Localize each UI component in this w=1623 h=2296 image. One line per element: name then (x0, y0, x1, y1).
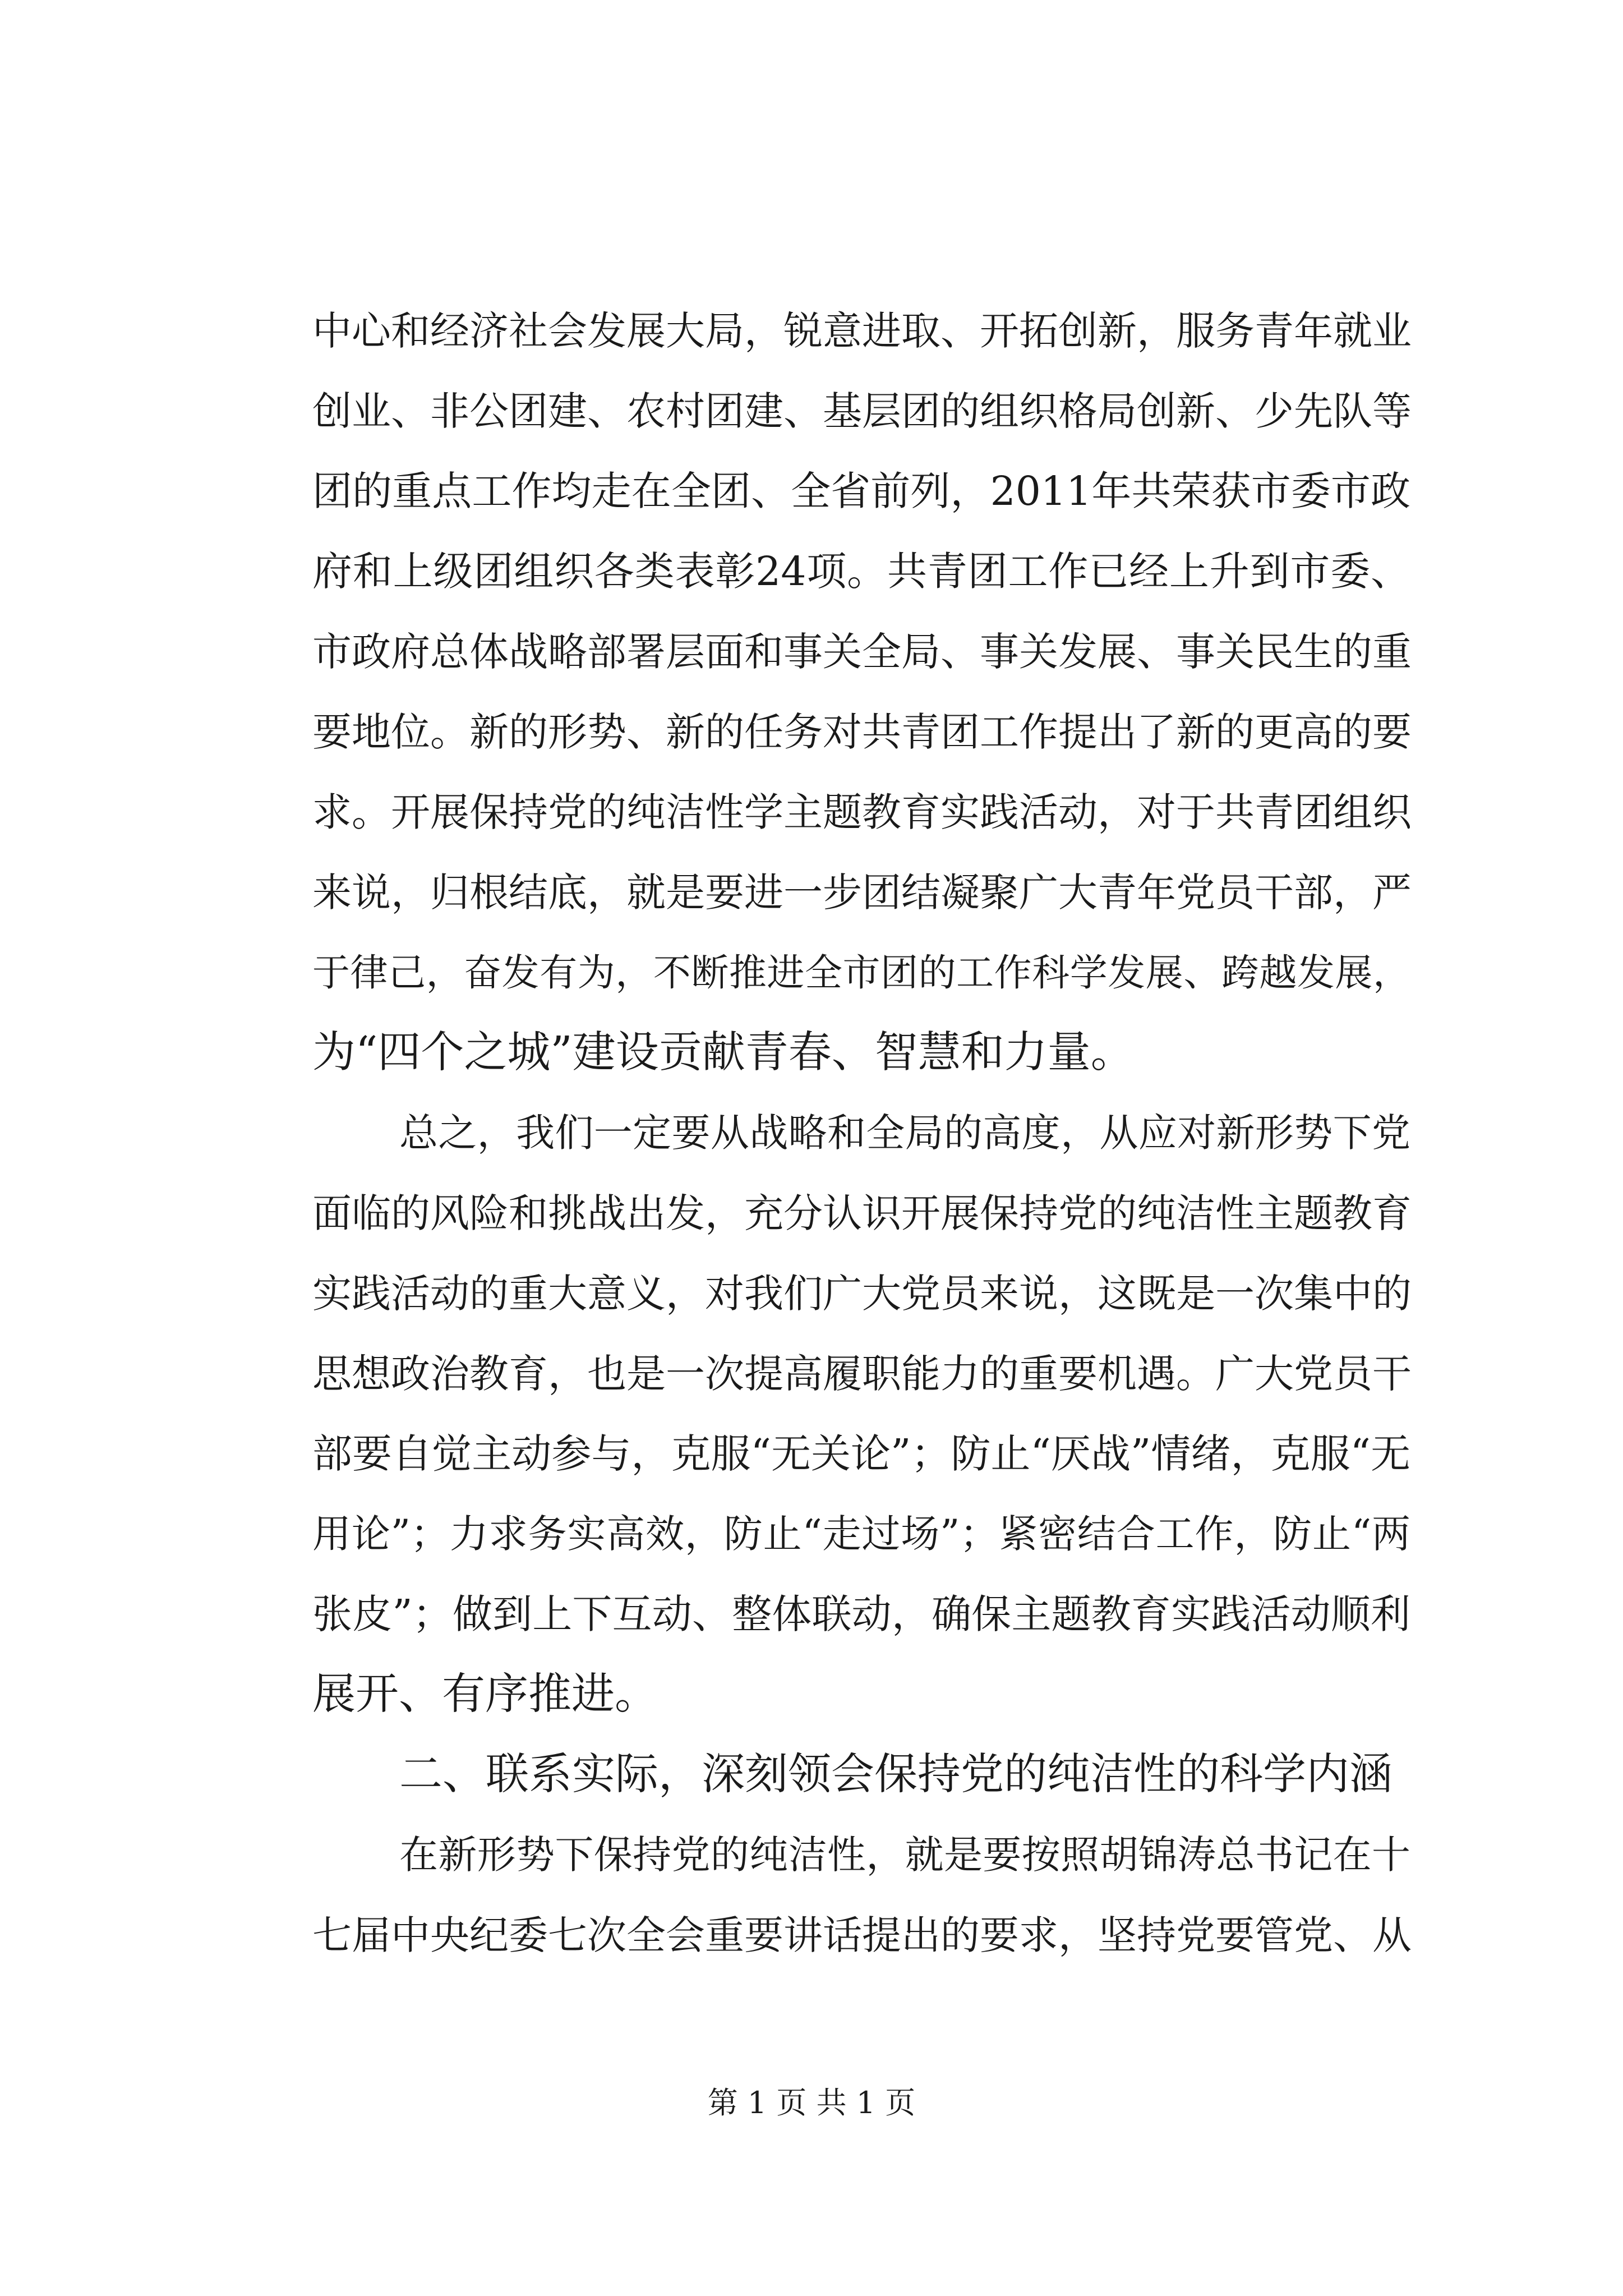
text-line: 要地位。新的形势、新的任务对共青团工作提出了新的更高的要 (312, 709, 1412, 755)
text-line: 团的重点工作均走在全团、全省前列，2011年共荣获市委市政 (312, 468, 1410, 514)
page-footer: 第 1 页 共 1 页 (707, 2085, 916, 2120)
text-line: 面临的风险和挑战出发，充分认识开展保持党的纯洁性主题教育 (312, 1190, 1412, 1236)
text-line: 来说，归根结底，就是要进一步团结凝聚广大青年党员干部，严 (312, 869, 1412, 915)
text-line: 展开、有序推进。 (312, 1669, 658, 1719)
text-line: 部要自觉主动参与，克服“无关论”；防止“厌战”情绪，克服“无 (312, 1430, 1410, 1477)
text-line: 中心和经济社会发展大局，锐意进取、开拓创新，服务青年就业 (312, 308, 1412, 354)
text-line: 于律己，奋发有为，不断推进全市团的工作科学发展、跨越发展， (312, 951, 1410, 995)
text-line: 为“四个之城”建设贡献青春、智慧和力量。 (312, 1028, 1134, 1078)
text-line: 在新形势下保持党的纯洁性，就是要按照胡锦涛总书记在十 (399, 1833, 1410, 1878)
text-line: 思想政治教育，也是一次提高履职能力的重要机遇。广大党员干 (312, 1351, 1412, 1397)
text-line: 用论”；力求务实高效，防止“走过场”；紧密结合工作，防止“两 (312, 1512, 1410, 1557)
text-line: 实践活动的重大意义，对我们广大党员来说，这既是一次集中的 (312, 1271, 1412, 1317)
text-line: 求。开展保持党的纯洁性学主题教育实践活动，对于共青团组织 (312, 789, 1412, 835)
text-line: 总之，我们一定要从战略和全局的高度，从应对新形势下党 (399, 1111, 1410, 1156)
text-line: 市政府总体战略部署层面和事关全局、事关发展、事关民生的重 (312, 629, 1412, 675)
text-line: 张皮”；做到上下互动、整体联动，确保主题教育实践活动顺利 (312, 1591, 1410, 1637)
section-heading: 二、联系实际，深刻领会保持党的纯洁性的科学内涵 (399, 1750, 1393, 1800)
text-line: 七届中央纪委七次全会重要讲话提出的要求，坚持党要管党、从 (312, 1912, 1412, 1958)
text-line: 创业、非公团建、农村团建、基层团的组织格局创新、少先队等 (312, 388, 1412, 434)
text-line: 府和上级团组织各类表彰24项。共青团工作已经上升到市委、 (312, 548, 1410, 595)
